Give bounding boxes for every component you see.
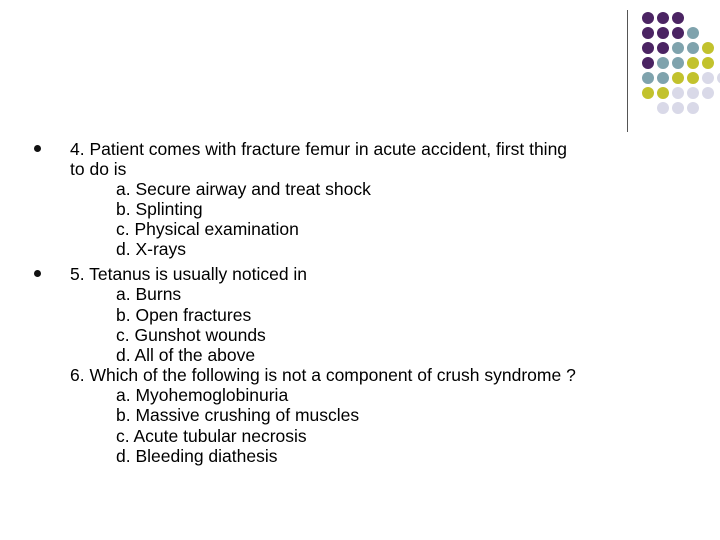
question-4-option-d: d. X-rays: [116, 239, 187, 259]
question-6-stem: 6. Which of the following is not a component of crush syndrome ?: [70, 365, 576, 385]
question-4-option-a: a. Secure airway and treat shock: [116, 179, 371, 199]
question-5-option-d: d. All of the above: [116, 345, 256, 365]
question-4-stem-line-1: 4. Patient comes with fracture femur in acute accident, first thing: [70, 139, 568, 159]
question-5-stem: 5. Tetanus is usually noticed in: [70, 264, 308, 284]
question-4-option-c: c. Physical examination: [116, 219, 299, 239]
bullet-icon: [34, 270, 41, 277]
question-6-option-a: a. Myohemoglobinuria: [116, 385, 289, 405]
question-4-stem-line-2: to do is: [70, 159, 127, 179]
question-5-option-b: b. Open fractures: [116, 305, 252, 325]
question-5-option-c: c. Gunshot wounds: [116, 325, 266, 345]
question-6-option-d: d. Bleeding diathesis: [116, 446, 278, 466]
question-4-option-b: b. Splinting: [116, 199, 203, 219]
question-6-option-b: b. Massive crushing of muscles: [116, 405, 360, 425]
question-6-option-c: c. Acute tubular necrosis: [116, 426, 307, 446]
bullet-icon: [34, 145, 41, 152]
question-5-option-a: a. Burns: [116, 284, 182, 304]
